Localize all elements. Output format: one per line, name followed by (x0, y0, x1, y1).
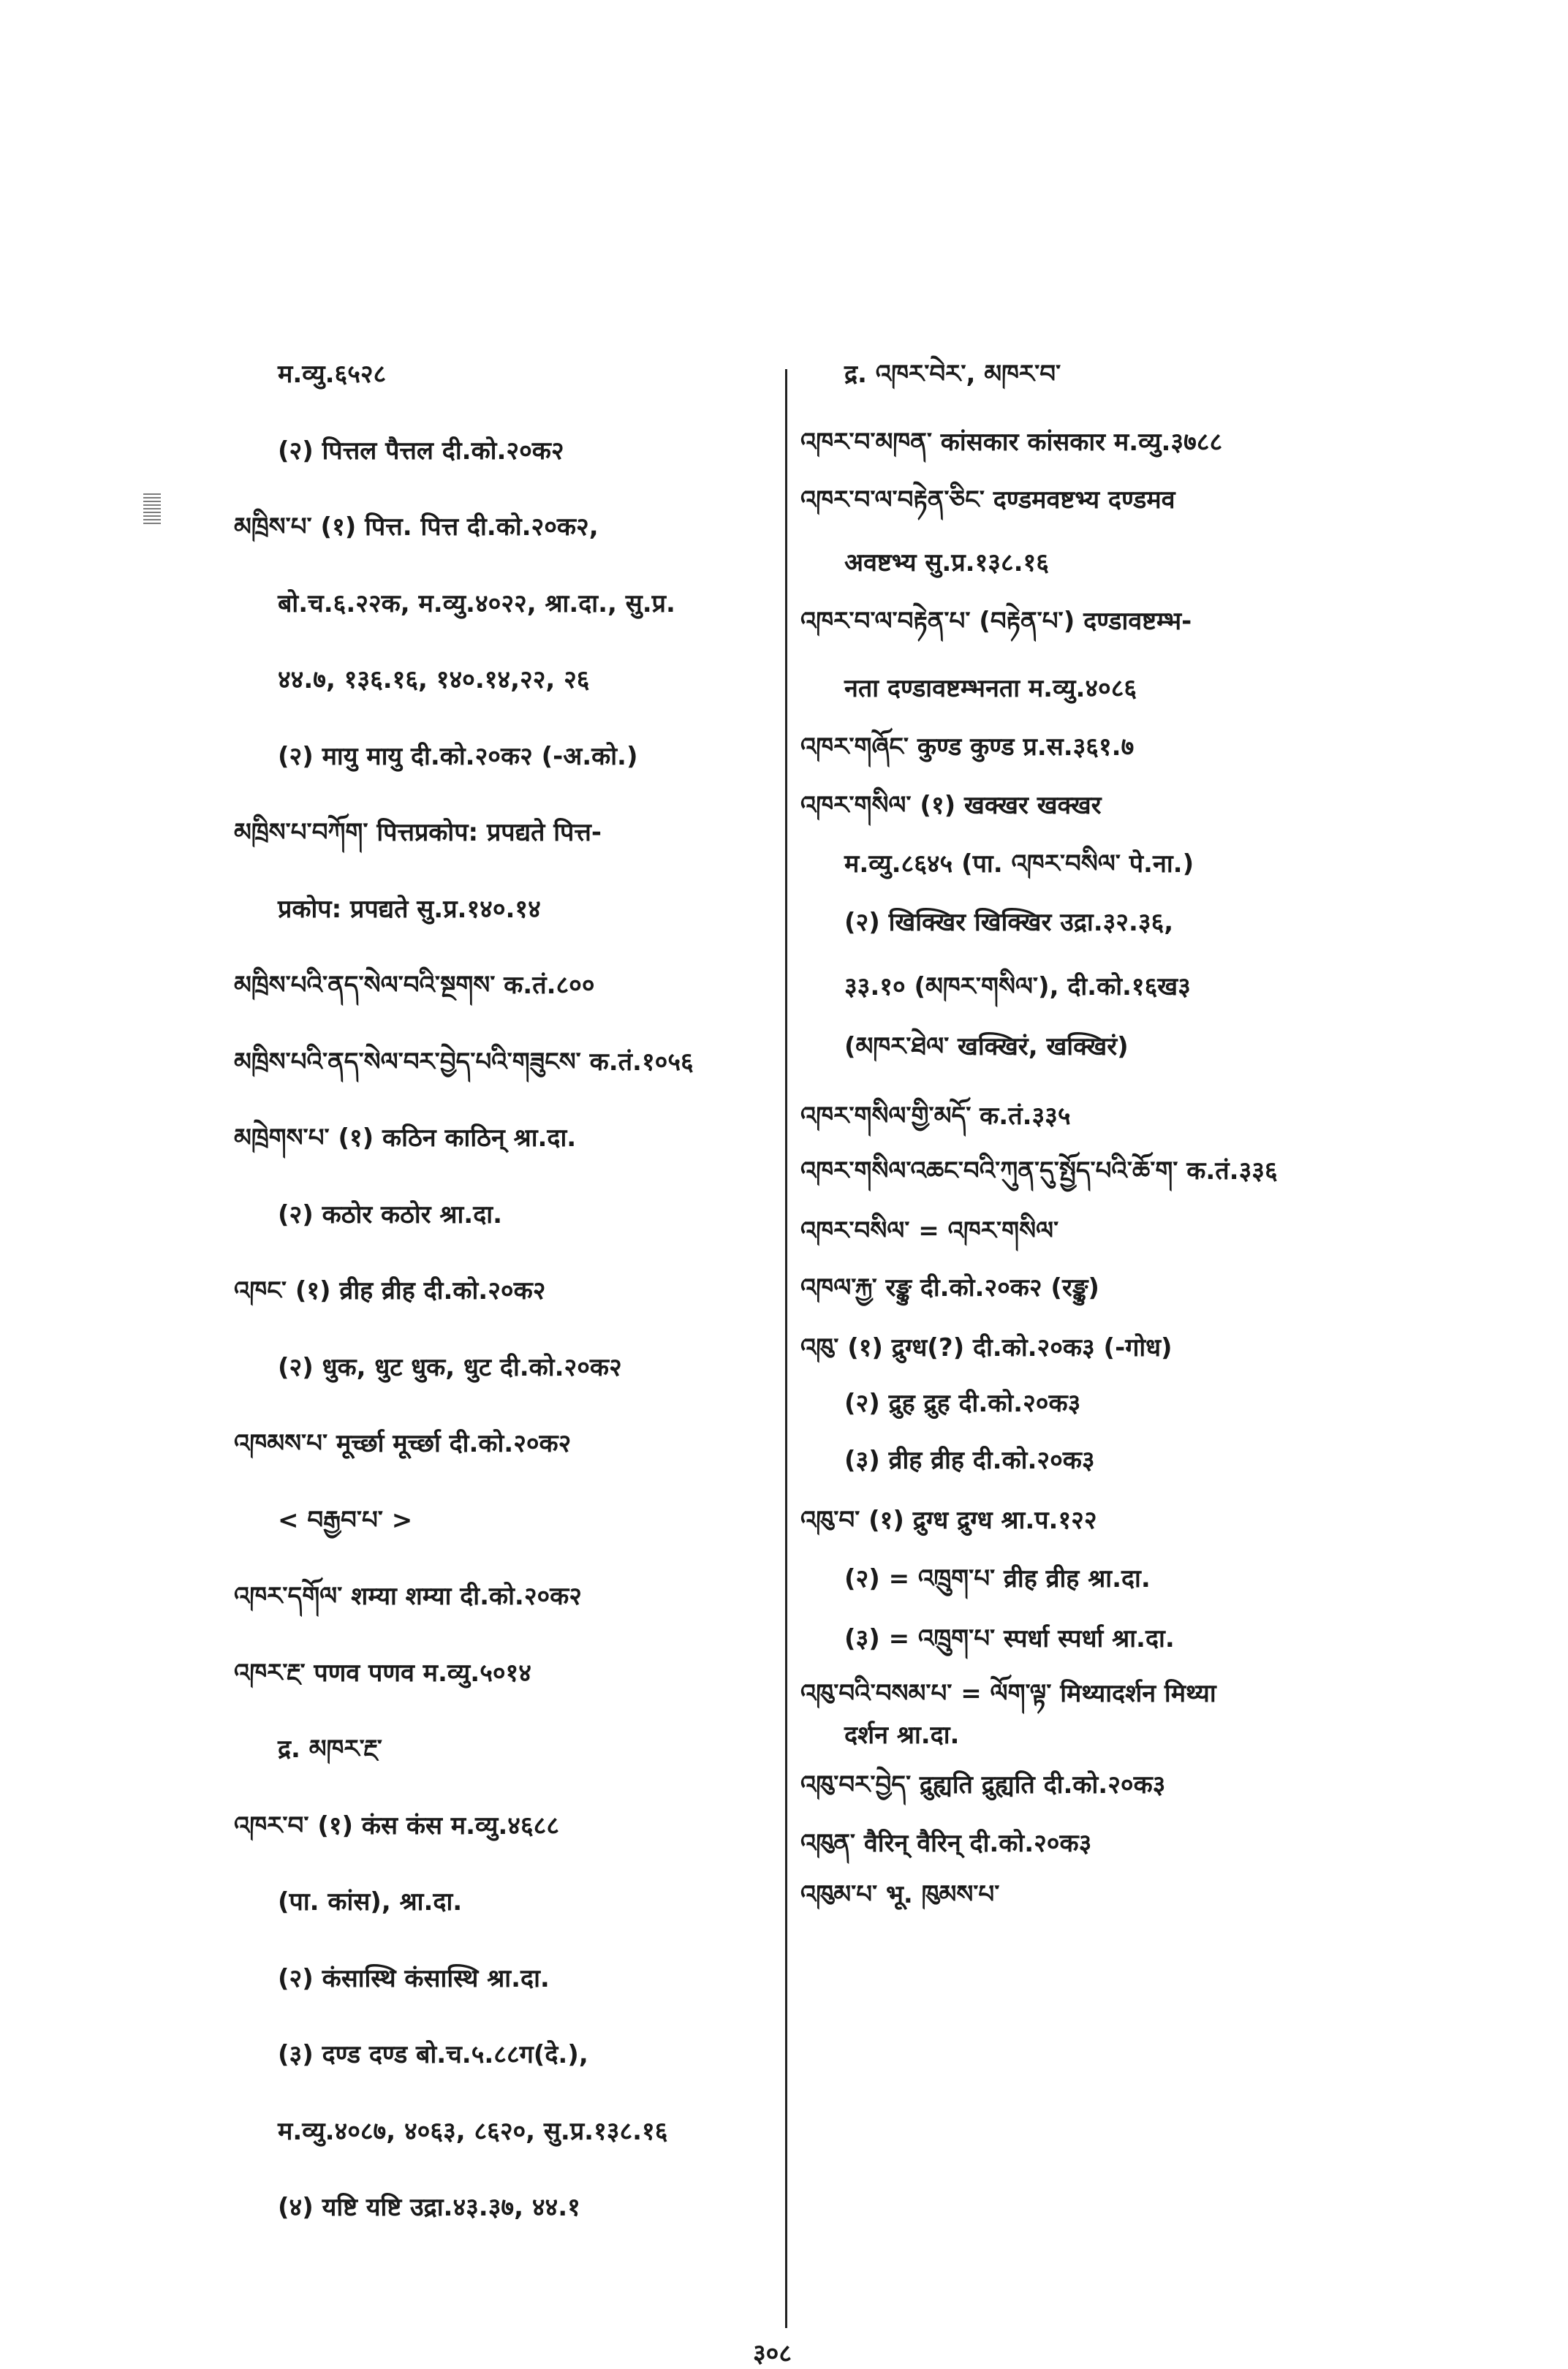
dictionary-line: མཁྲིས་པ་བཀོག་ पित्तप्रकोप: प्रपद्यते पित्त- (234, 818, 602, 847)
dictionary-line: འཁར་གསིལ་ (१) खक्खर खक्खर (800, 791, 1102, 820)
dictionary-line: < བརྒྱབ་པ་ > (278, 1505, 413, 1535)
dictionary-line: མཁྲིས་པའི་ནད་སེལ་བའི་སྔགས་ क.तं.८०० (234, 971, 595, 1000)
dictionary-line: འཁང་ (१) व्रीह व्रीह दी.को.२०क२ (234, 1276, 546, 1305)
dictionary-line: (མཁར་ཐེལ་ खक्खिरं, खक्खिरं) (844, 1032, 1129, 1061)
dictionary-line: ३३.१० (མཁར་གསིལ་), दी.को.१६ख३ (844, 972, 1191, 1001)
dictionary-line: འཁམས་པ་ मूर्च्छा मूर्च्छा दी.को.२०क२ (234, 1429, 572, 1458)
dictionary-line: म.व्यु.४०८७, ४०६३, ८६२०, सु.प्र.१३८.१६ (278, 2116, 668, 2146)
page-number: ३०८ (753, 2339, 792, 2368)
dictionary-line: འཁར་རྔ་ पणव पणव म.व्यु.५०१४ (234, 1658, 531, 1688)
dictionary-line: (३) दण्ड दण्ड बो.च.५.८८ग(दे.), (278, 2040, 588, 2069)
column-divider (785, 369, 787, 2328)
dictionary-line: (३) = འཁྲུག་པ་ स्पर्धा स्पर्धा श्रा.दा. (844, 1624, 1175, 1653)
dictionary-line: म.व्यु.६५२८ (278, 360, 387, 389)
dictionary-line: འཁར་བ་ (१) कंस कंस म.व्यु.४६८८ (234, 1811, 560, 1841)
dictionary-line: འཁར་གསིལ་འཆང་བའི་ཀུན་དུ་སྤྱོད་པའི་ཆོ་ག་ क.तं.३३६ (800, 1156, 1278, 1186)
dictionary-line: འཁར་གསིལ་གྱི་མདོ་ क.तं.३३५ (800, 1102, 1071, 1131)
dictionary-line: འཁུ་བར་བྱེད་ द्रुह्यति द्रुह्यति दी.को.२०क३ (800, 1770, 1166, 1800)
dictionary-line: (२) पित्तल पैत्तल दी.को.२०क२ (278, 436, 564, 466)
dictionary-line: (४) यष्टि यष्टि उद्रा.४३.३७, ४४.१ (278, 2193, 580, 2222)
dictionary-line: འཁུ་བ་ (१) द्रुग्ध द्रुग्ध श्रा.प.१२२ (800, 1506, 1097, 1535)
dictionary-line: (२) धुक, धुट धुक, धुट दी.को.२०क२ (278, 1352, 622, 1382)
dictionary-line: (२) द्रुह द्रुह दी.को.२०क३ (844, 1389, 1081, 1418)
dictionary-line: འཁུན་ वैरिन् वैरिन् दी.को.२०क३ (800, 1829, 1092, 1858)
dictionary-line: འཁུམ་པ་ भू. ཁུམས་པ་ (800, 1880, 1000, 1909)
dictionary-line: (२) खिक्खिर खिक्खिर उद्रा.३२.३६, (844, 908, 1174, 937)
dictionary-line: नता दण्डावष्टम्भनता म.व्यु.४०८६ (844, 674, 1137, 703)
margin-mark (143, 493, 161, 526)
dictionary-line: ४४.७, १३६.१६, १४०.१४,२२, २६ (278, 665, 590, 694)
dictionary-line: प्रकोप: प्रपद्यते सु.प्र.१४०.१४ (278, 894, 541, 924)
dictionary-line: འཁུ་བའི་བསམ་པ་ = ལོག་ལྟ་ मिथ्यादर्शन मिथ्या (800, 1679, 1216, 1708)
dictionary-line: འཁར་བ་ལ་བརྟེན་པ་ (བརྟེན་པ་) दण्डावष्टम्भ- (800, 607, 1192, 636)
dictionary-line: (२) = འཁྲུག་པ་ व्रीह व्रीह श्रा.दा. (844, 1564, 1151, 1593)
dictionary-line: अवष्टभ्य सु.प्र.१३८.१६ (844, 548, 1049, 577)
dictionary-line: མཁྲིས་པའི་ནད་སེལ་བར་བྱེད་པའི་གཟུངས་ क.तं.१०५६ (234, 1047, 694, 1077)
dictionary-line: दर्शन श्रा.दा. (844, 1721, 960, 1750)
dictionary-line: འཁར་བ་ལ་བརྟེན་ཅིང་ दण्डमवष्टभ्य दण्डमव (800, 485, 1175, 515)
dictionary-line: འཁར་བ་མཁན་ कांसकार कांसकार म.व्यु.३७८८ (800, 428, 1223, 457)
dictionary-line: འཁར་བསིལ་ = འཁར་གསིལ་ (800, 1216, 1059, 1246)
dictionary-line: बो.च.६.२२क, म.व्यु.४०२२, श्रा.दा., सु.प्र. (278, 588, 675, 618)
dictionary-line: འཁར་དགོལ་ शम्या शम्या दी.को.२०क२ (234, 1582, 582, 1611)
dictionary-line: म.व्यु.८६४५ (पा. འཁར་བསིལ་ पे.ना.) (844, 849, 1194, 879)
dictionary-line: (२) कठोर कठोर श्रा.दा. (278, 1199, 502, 1229)
dictionary-line: (पा. कांस), श्रा.दा. (278, 1887, 463, 1917)
dictionary-line: द्र. མཁར་རྔ་ (278, 1735, 382, 1764)
dictionary-line: (२) मायु मायु दी.को.२०क२ (-अ.को.) (278, 741, 638, 771)
dictionary-line: མཁྲིས་པ་ (१) पित्त. पित्त दी.को.२०क२, (234, 512, 599, 542)
dictionary-line: (३) व्रीह व्रीह दी.को.२०क३ (844, 1446, 1095, 1475)
dictionary-line: འཁུ་ (१) द्रुग्ध(?) दी.को.२०क३ (-गोध) (800, 1333, 1173, 1362)
dictionary-line: (२) कंसास्थि कंसास्थि श्रा.दा. (278, 1963, 550, 1993)
dictionary-line: འཁར་གཞོང་ कुण्ड कुण्ड प्र.स.३६१.७ (800, 732, 1135, 762)
dictionary-line: འཁལ་རྐྱ་ रङ्कु दी.को.२०क२ (रङ्कु) (800, 1273, 1099, 1303)
dictionary-line: མཁྲེགས་པ་ (१) कठिन काठिन् श्रा.दा. (234, 1123, 577, 1153)
dictionary-line: द्र. འཁར་བེར་, མཁར་བ་ (844, 360, 1061, 389)
